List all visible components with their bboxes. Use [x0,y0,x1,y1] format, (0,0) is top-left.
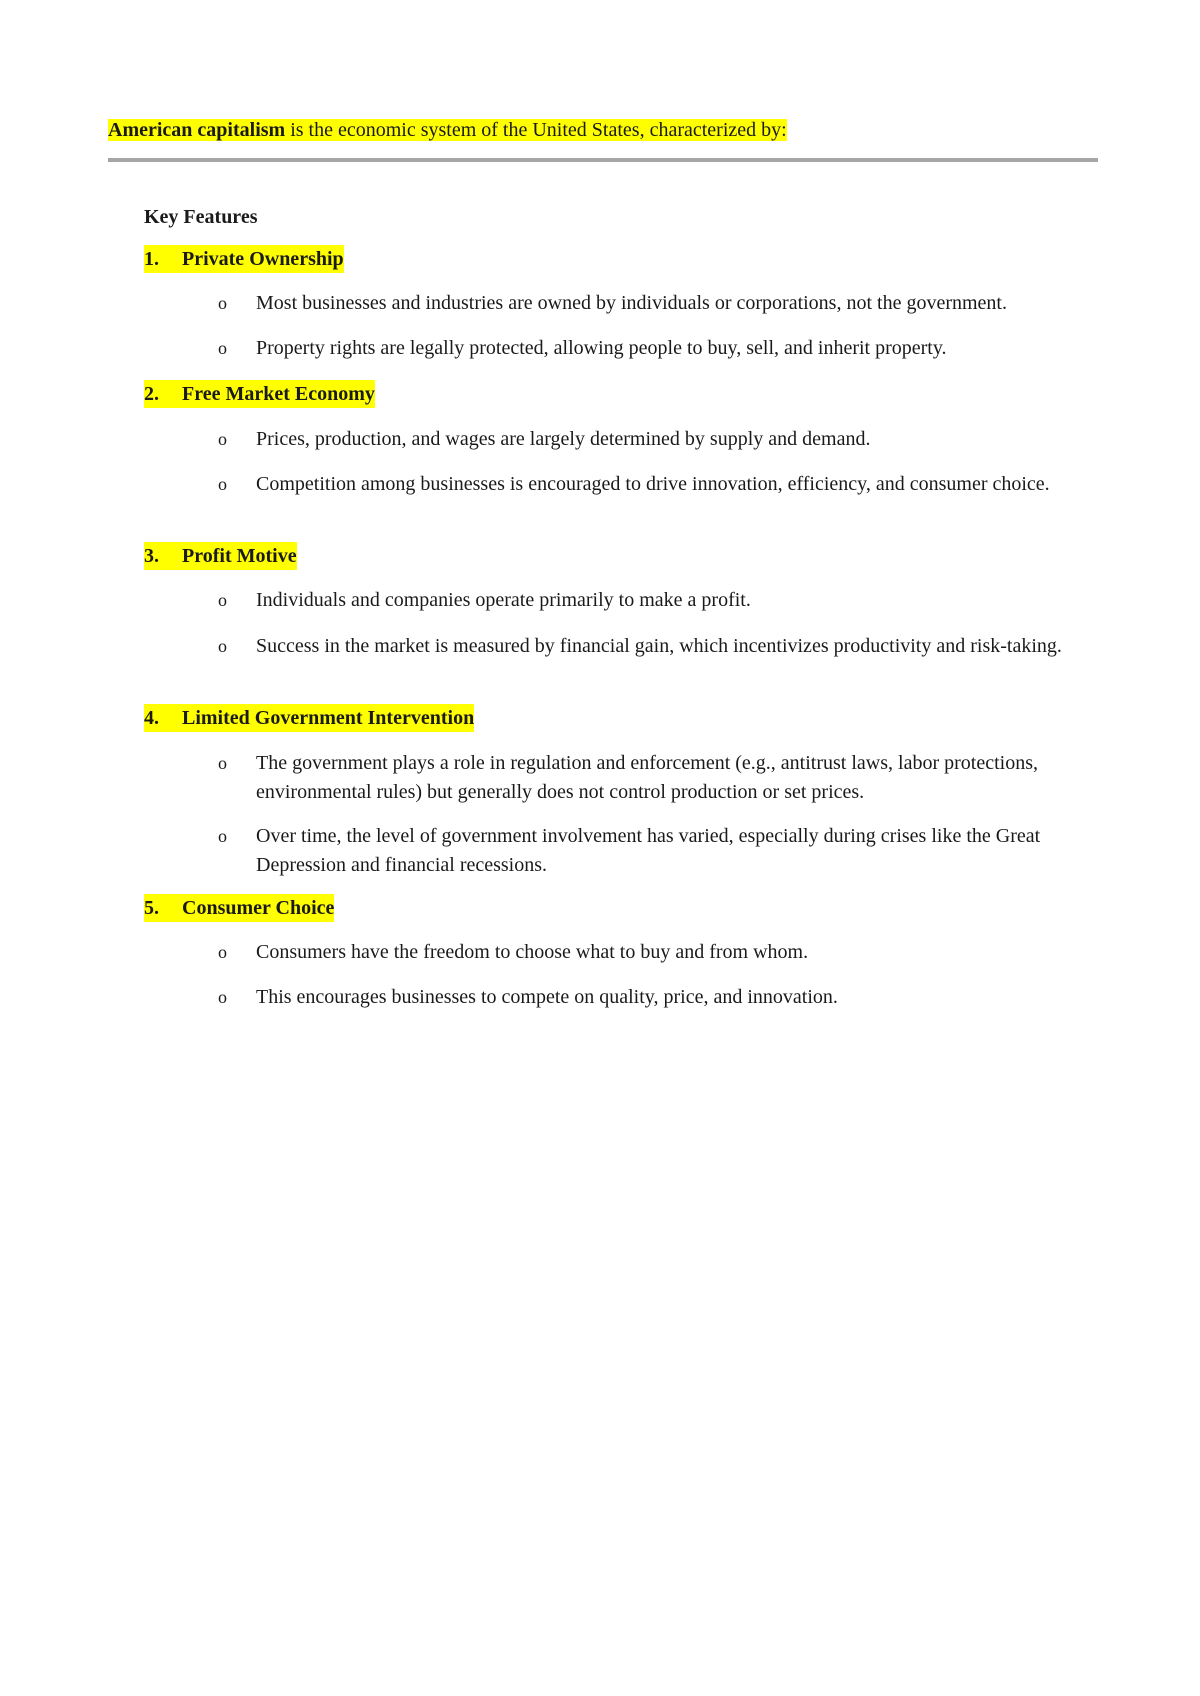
bullet-text: Most businesses and industries are owned by individuals or corporations, not the government. [256,292,1007,314]
intro-highlight [108,119,787,141]
bullet-mark: o [218,826,227,846]
feature-bullet [218,822,1098,880]
feature-highlight [144,894,334,922]
bullet-mark: o [218,590,227,610]
bullet-text: This encourages businesses to compete on quality, price, and innovation. [256,986,838,1008]
feature-number: 2. [144,383,159,405]
bullet-mark: o [218,429,227,449]
intro-term: American capitalism [108,119,286,141]
intro-rest: is the economic system of the United States, characterized by: [285,119,787,141]
feature-bullet [218,632,1098,661]
feature-heading [144,245,344,273]
bullet-mark: o [218,338,227,358]
feature-highlight [144,380,375,408]
bullet-mark: o [218,474,227,494]
bullet-text: Competition among businesses is encouraged to drive innovation, efficiency, and consumer choice. [256,473,1050,495]
feature-bullet [218,938,1098,967]
feature-title: Limited Government Intervention [182,707,475,729]
bullet-text: Consumers have the freedom to choose what to buy and from whom. [256,941,809,963]
bullet-mark: o [218,636,227,656]
feature-bullet [218,425,1098,454]
feature-highlight [144,542,297,570]
feature-heading [144,542,297,570]
bullet-text: Over time, the level of government involvement has varied, especially during crises like the Great Depression and financial recessions. [256,825,1041,876]
horizontal-rule [108,158,1098,162]
bullet-mark: o [218,293,227,313]
bullet-mark: o [218,987,227,1007]
feature-title: Profit Motive [182,545,297,567]
bullet-mark: o [218,753,227,773]
feature-number: 3. [144,545,159,567]
feature-title: Private Ownership [182,248,344,270]
bullet-text: Prices, production, and wages are largely determined by supply and demand. [256,428,871,450]
bullet-text: The government plays a role in regulation and enforcement (e.g., antitrust laws, labor protections, environmental rules) but generally does not control production or set prices. [256,752,1038,803]
feature-highlight [144,245,344,273]
feature-number: 4. [144,707,159,729]
feature-title: Consumer Choice [182,897,335,919]
feature-title: Free Market Economy [182,383,375,405]
intro-paragraph [108,116,787,144]
feature-heading [144,894,334,922]
feature-number: 1. [144,248,159,270]
bullet-text: Success in the market is measured by financial gain, which incentivizes productivity and risk-taking. [256,635,1062,657]
bullet-text: Property rights are legally protected, allowing people to buy, sell, and inherit property. [256,337,947,359]
feature-bullet [218,749,1098,807]
feature-heading [144,380,375,408]
feature-bullet [218,586,1098,615]
feature-number: 5. [144,897,159,919]
feature-bullet [218,289,1098,318]
bullet-text: Individuals and companies operate primarily to make a profit. [256,589,751,611]
section-title: Key Features [144,206,258,228]
feature-bullet [218,983,1098,1012]
bullet-mark: o [218,942,227,962]
feature-highlight [144,704,474,732]
feature-heading [144,704,474,732]
feature-bullet [218,470,1098,499]
feature-bullet [218,334,1098,363]
